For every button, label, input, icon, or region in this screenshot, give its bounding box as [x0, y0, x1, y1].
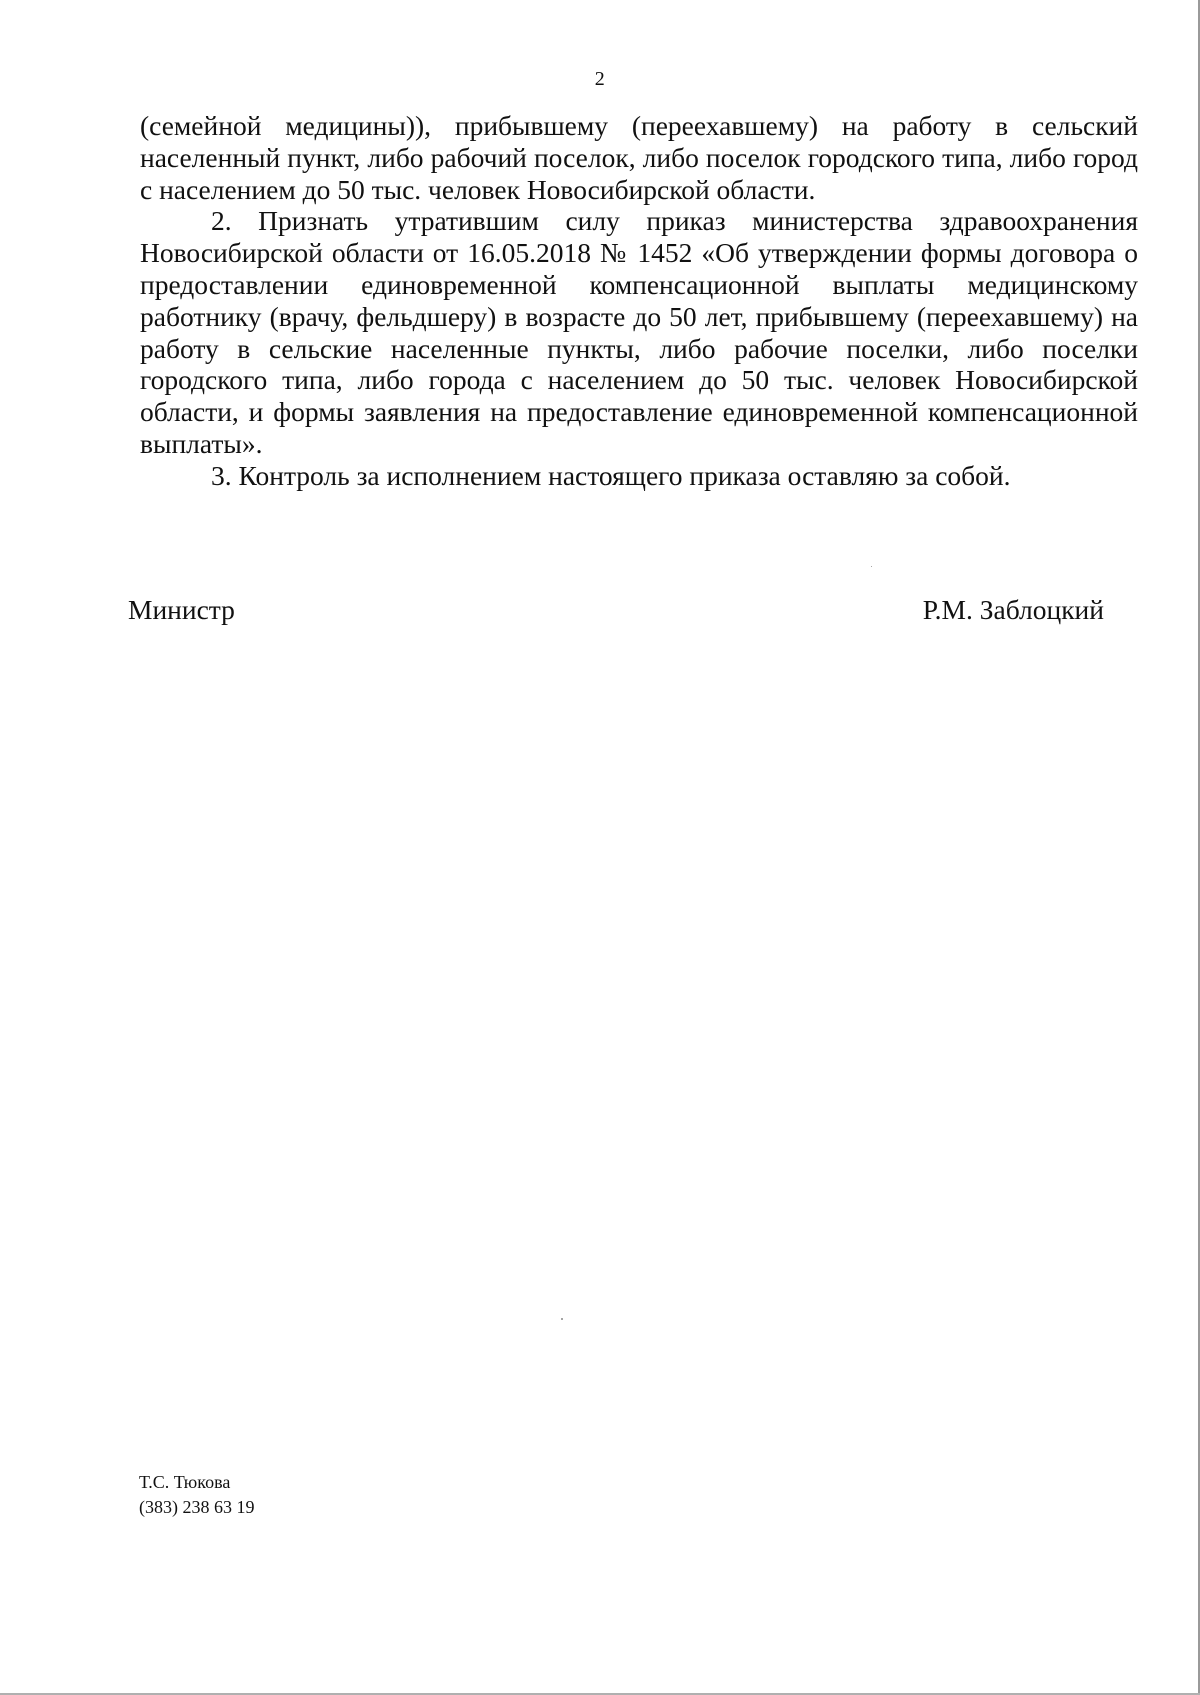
page-number: 2 [594, 68, 606, 90]
paragraph-continuation: (семейной медицины)), прибывшему (переехавшему) на работу в сельский населенный пункт, либо рабочий поселок, либо поселок городского типа, либо город с населением до 50 тыс. человек Новосибирской области. [140, 110, 1138, 205]
contact-phone: (383) 238 63 19 [139, 1497, 255, 1517]
paragraph-2-revocation: 2. Признать утратившим силу приказ министерства здравоохранения Новосибирской области от 16.05.2018 № 1452 «Об утверждении формы договора о предоставлении единовременной компенсационной выплаты медицинскому работнику (врачу, фельдшеру) в возрасте до 50 лет, прибывшему (переехавшему) на работу в сельские населенные пункты, либо рабочие поселки, либо поселки городского типа, либо города с населением до 50 тыс. человек Новосибирской области, и формы заявления на предоставление единовременной компенсационной выплаты». [140, 205, 1138, 459]
paragraph-3-control: 3. Контроль за исполнением настоящего приказа оставляю за собой. [211, 459, 1011, 491]
signatory-title: Министр [128, 594, 235, 625]
scan-speck [871, 566, 872, 567]
contact-name: Т.С. Тюкова [139, 1472, 231, 1492]
contact-block [139, 1470, 255, 1520]
signatory-name: Р.М. Заблоцкий [922, 594, 1104, 625]
document-body [140, 110, 1138, 492]
scan-speck [561, 1318, 563, 1320]
